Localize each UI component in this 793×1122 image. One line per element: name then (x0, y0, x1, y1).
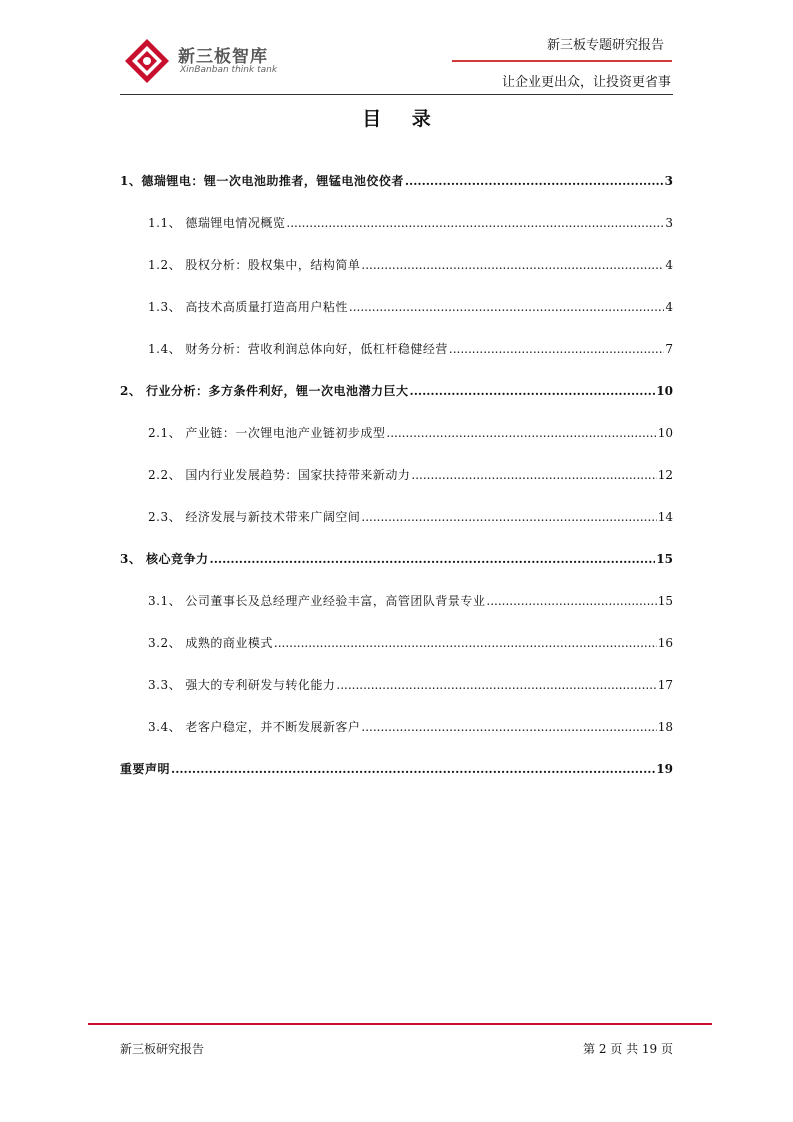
toc-entry-page: 4 (665, 300, 673, 314)
toc-entry[interactable] (120, 466, 673, 483)
toc-dot-leader (449, 342, 664, 356)
toc-entry[interactable] (120, 214, 673, 231)
footer-red-rule (88, 1023, 712, 1025)
toc-entry-page: 10 (656, 384, 673, 398)
brand-name: 新三板智库 (178, 47, 268, 67)
toc-dot-leader (361, 510, 656, 524)
toc-entry[interactable] (120, 340, 673, 357)
toc-entry-page: 17 (657, 678, 673, 692)
toc-dot-leader (410, 384, 656, 398)
toc-entry-page: 16 (657, 636, 673, 650)
toc-entry-label: 3、 核心竞争力 (120, 552, 209, 566)
toc-entry-page: 15 (657, 594, 673, 608)
toc-entry-page: 10 (657, 426, 673, 440)
toc-entry-page: 14 (657, 510, 673, 524)
header-slogan: 让企业更出众，让投资更省事 (501, 75, 671, 90)
toc-entry[interactable] (120, 718, 673, 735)
toc-entry-label: 3.3、 强大的专利研发与转化能力 (148, 678, 336, 692)
toc-entry[interactable] (120, 592, 673, 609)
toc-dot-leader (405, 174, 664, 188)
header-divider (120, 94, 673, 95)
toc-entry[interactable] (120, 172, 673, 189)
toc-entry-page: 3 (665, 216, 673, 230)
toc-dot-leader (210, 552, 656, 566)
toc-dot-leader (411, 468, 656, 482)
toc-entry-page: 15 (656, 552, 673, 566)
toc-entry-page: 7 (665, 342, 673, 356)
brand-subtitle: XinBanban think tank (180, 65, 278, 75)
toc-entry-page: 19 (656, 762, 673, 776)
brand-logo (124, 38, 278, 84)
toc-entry[interactable] (120, 382, 673, 399)
toc-dot-leader (336, 678, 656, 692)
toc-entry-label: 3.4、 老客户稳定，并不断发展新客户 (148, 720, 361, 734)
toc-entry[interactable] (120, 550, 673, 567)
toc-dot-leader (386, 426, 656, 440)
toc-entry-label: 2.2、 国内行业发展趋势：国家扶持带来新动力 (148, 468, 411, 482)
footer-page-indicator: 第 2 页 共 19 页 (583, 1042, 673, 1056)
toc-dot-leader (286, 216, 664, 230)
toc-entry-label: 3.1、 公司董事长及总经理产业经验丰富，高管团队背景专业 (148, 594, 486, 608)
toc-entry-page: 18 (657, 720, 673, 734)
toc-entry[interactable] (120, 424, 673, 441)
toc-title: 目 录 (362, 108, 443, 130)
toc-entry-label: 2.3、 经济发展与新技术带来广阔空间 (148, 510, 361, 524)
toc-dot-leader (361, 720, 656, 734)
toc-entry-label: 3.2、 成熟的商业模式 (148, 636, 273, 650)
toc-entry-label: 2、 行业分析：多方条件利好，锂一次电池潜力巨大 (120, 384, 409, 398)
toc-dot-leader (274, 636, 657, 650)
toc-entry-label: 1、德瑞锂电：锂一次电池助推者，锂锰电池佼佼者 (120, 174, 404, 188)
toc-entry[interactable] (120, 298, 673, 315)
toc-entry[interactable] (120, 634, 673, 651)
toc-entry[interactable] (120, 760, 673, 777)
toc-entry[interactable] (120, 508, 673, 525)
toc-entry-page: 3 (664, 174, 673, 188)
header-red-rule (452, 60, 672, 62)
brand-logo-icon (124, 38, 170, 84)
report-title: 新三板专题研究报告 (546, 38, 664, 53)
toc-dot-leader (171, 762, 655, 776)
toc-dot-leader (349, 300, 664, 314)
toc-entry-label: 1.4、 财务分析：营收利润总体向好，低杠杆稳健经营 (148, 342, 448, 356)
toc-entry-page: 12 (657, 468, 673, 482)
toc-dot-leader (361, 258, 664, 272)
toc-entry-label: 1.1、 德瑞锂电情况概览 (148, 216, 286, 230)
toc-entry-label: 1.2、 股权分析：股权集中，结构简单 (148, 258, 361, 272)
toc-entry-label: 重要声明 (120, 762, 171, 776)
toc-entry-label: 1.3、 高技术高质量打造高用户粘性 (148, 300, 348, 314)
footer-report-name: 新三板研究报告 (120, 1042, 205, 1056)
toc-entry[interactable] (120, 256, 673, 273)
toc-entry[interactable] (120, 676, 673, 693)
toc-entry-label: 2.1、 产业链：一次锂电池产业链初步成型 (148, 426, 386, 440)
toc-dot-leader (486, 594, 656, 608)
toc-entry-page: 4 (665, 258, 673, 272)
